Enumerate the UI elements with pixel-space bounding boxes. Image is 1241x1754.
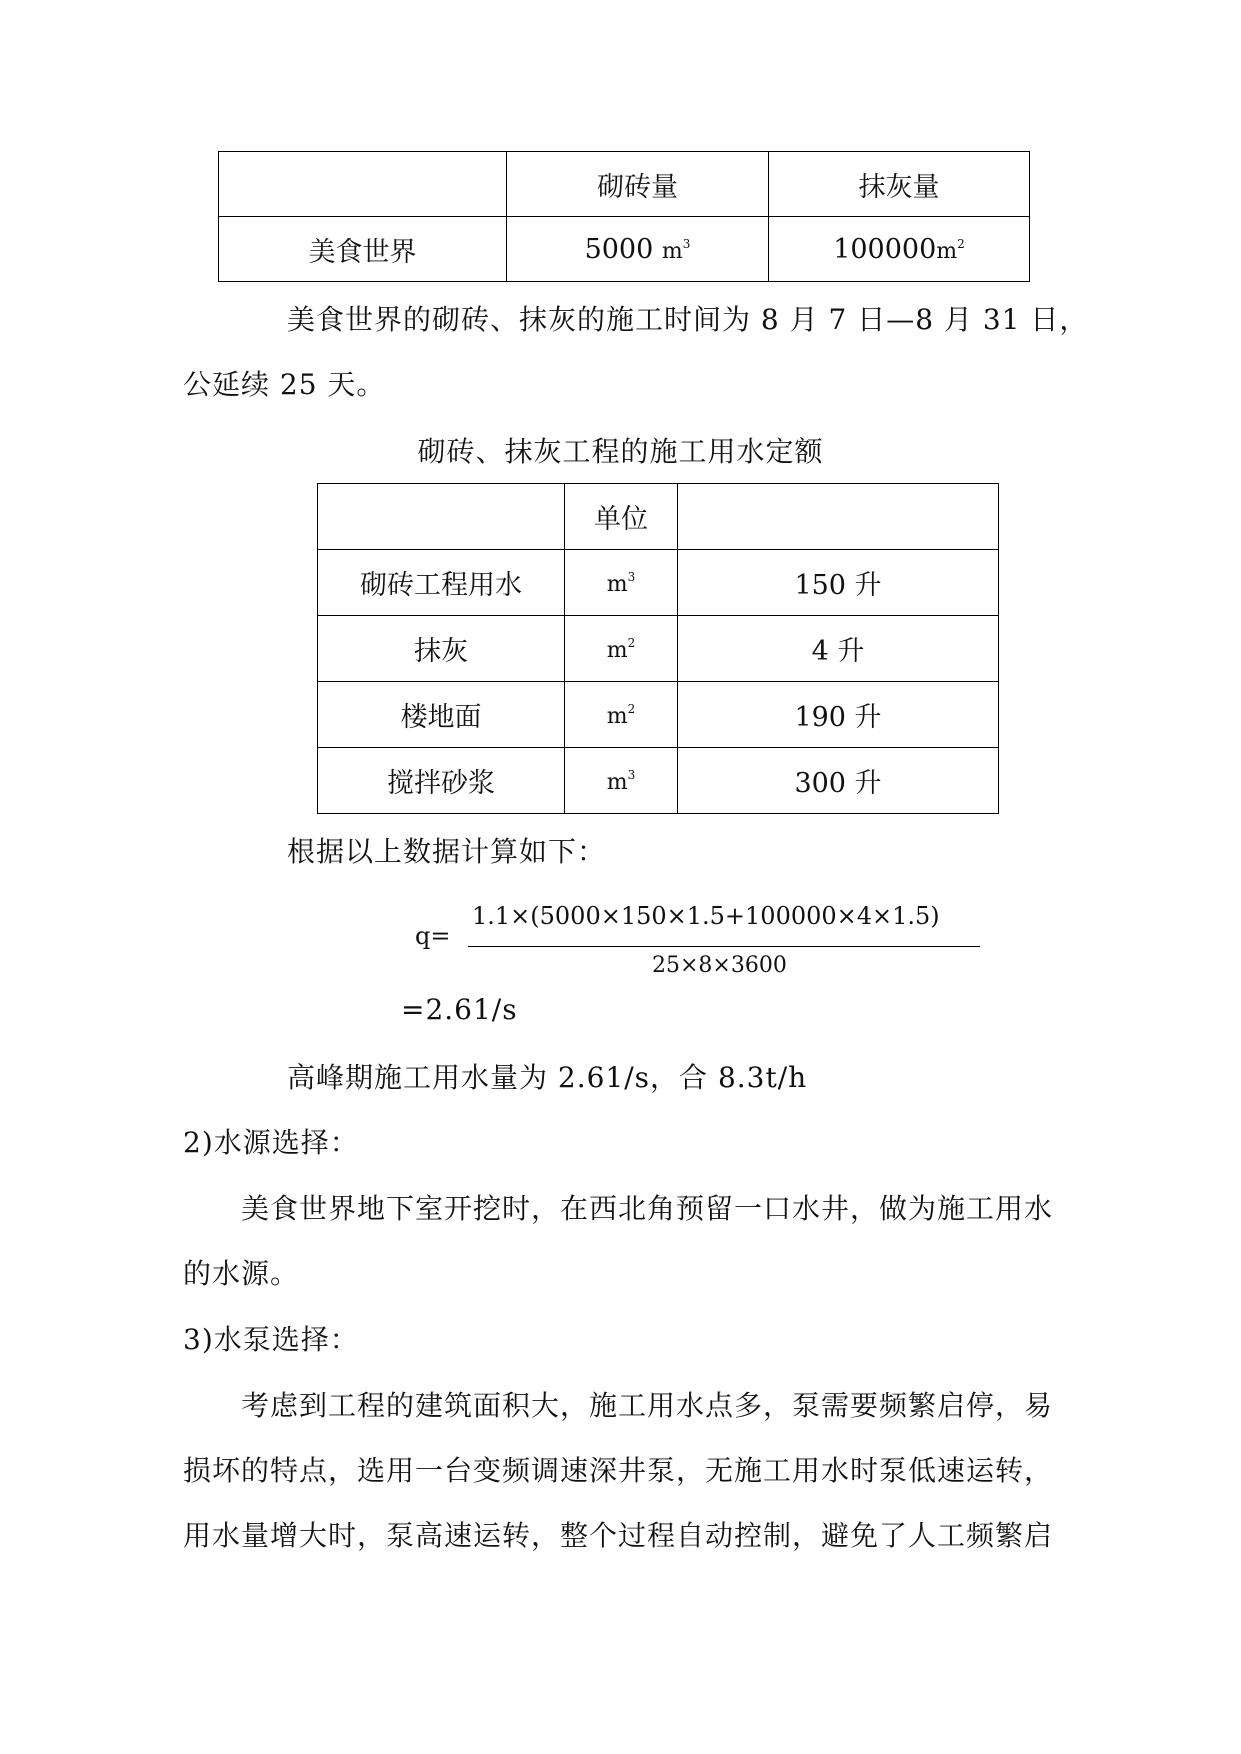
table-row [318, 682, 999, 748]
unit-exponent: 2 [627, 702, 636, 716]
unit-text: m [606, 572, 628, 597]
table-cell [565, 616, 678, 682]
brick-unit: m [661, 238, 683, 264]
formula-label: q= [415, 922, 451, 950]
unit-exponent: 3 [627, 570, 636, 584]
section-heading: 3)水泵选择： [183, 1323, 359, 1356]
calc-intro: 根据以上数据计算如下： [287, 835, 607, 868]
table-header-cell: 单位 [565, 484, 678, 550]
table-header-cell [219, 152, 507, 217]
formula-result: =2.61/s [401, 993, 518, 1026]
formula-denominator: 25×8×3600 [652, 953, 787, 978]
table-row [318, 616, 999, 682]
quantity-table [218, 151, 1030, 282]
water-quota-table [317, 483, 999, 814]
plaster-value: 100000 [833, 233, 937, 265]
table-cell [565, 682, 678, 748]
unit-exponent: 3 [627, 768, 636, 782]
table-row [318, 550, 999, 616]
paragraph-line: 公延续 25 天。 [183, 368, 386, 401]
table-caption: 砌砖、抹灰工程的施工用水定额 [417, 435, 824, 468]
unit-exponent: 2 [627, 636, 636, 650]
unit-text: m [606, 704, 628, 729]
paragraph-line: 考虑到工程的建筑面积大，施工用水点多，泵需要频繁启停，易 [241, 1389, 1054, 1422]
table-cell: 楼地面 [318, 682, 565, 748]
section-heading: 2)水源选择： [183, 1126, 359, 1159]
paragraph-line: 美食世界的砌砖、抹灰的施工时间为 8 月 7 日—8 月 31 日， [287, 303, 1089, 336]
table-cell [565, 550, 678, 616]
table-cell: 300 升 [678, 748, 999, 814]
table-cell: 搅拌砂浆 [318, 748, 565, 814]
plaster-unit: m [936, 238, 958, 264]
unit-text: m [606, 770, 628, 795]
table-header-row [318, 484, 999, 550]
unit-text: m [606, 638, 628, 663]
table-cell: 美食世界 [219, 217, 507, 282]
table-cell [565, 748, 678, 814]
table-cell: 抹灰 [318, 616, 565, 682]
brick-value: 5000 [584, 233, 654, 265]
brick-unit-exponent: 3 [682, 236, 691, 251]
table-cell: 150 升 [678, 550, 999, 616]
paragraph-line: 美食世界地下室开挖时，在西北角预留一口水井，做为施工用水 [241, 1192, 1054, 1225]
table-cell: 砌砖工程用水 [318, 550, 565, 616]
table-cell [769, 217, 1030, 282]
fraction-bar [468, 946, 980, 947]
plaster-unit-exponent: 2 [957, 236, 965, 251]
table-cell [507, 217, 769, 282]
table-row [318, 748, 999, 814]
paragraph-line: 用水量增大时，泵高速运转，整个过程自动控制，避免了人工频繁启 [183, 1519, 1054, 1552]
table-cell: 4 升 [678, 616, 999, 682]
table-header-cell [318, 484, 565, 550]
table-row [219, 217, 1030, 282]
paragraph-line: 损坏的特点，选用一台变频调速深井泵，无施工用水时泵低速运转， [183, 1454, 1054, 1487]
peak-water-line: 高峰期施工用水量为 2.61/s，合 8.3t/h [287, 1061, 808, 1094]
table-header-row [219, 152, 1030, 217]
table-cell: 190 升 [678, 682, 999, 748]
formula-numerator: 1.1×(5000×150×1.5+100000×4×1.5) [472, 902, 940, 930]
table-header-cell: 砌砖量 [507, 152, 769, 217]
table-header-cell: 抹灰量 [769, 152, 1030, 217]
table-header-cell [678, 484, 999, 550]
paragraph-line: 的水源。 [183, 1257, 300, 1290]
